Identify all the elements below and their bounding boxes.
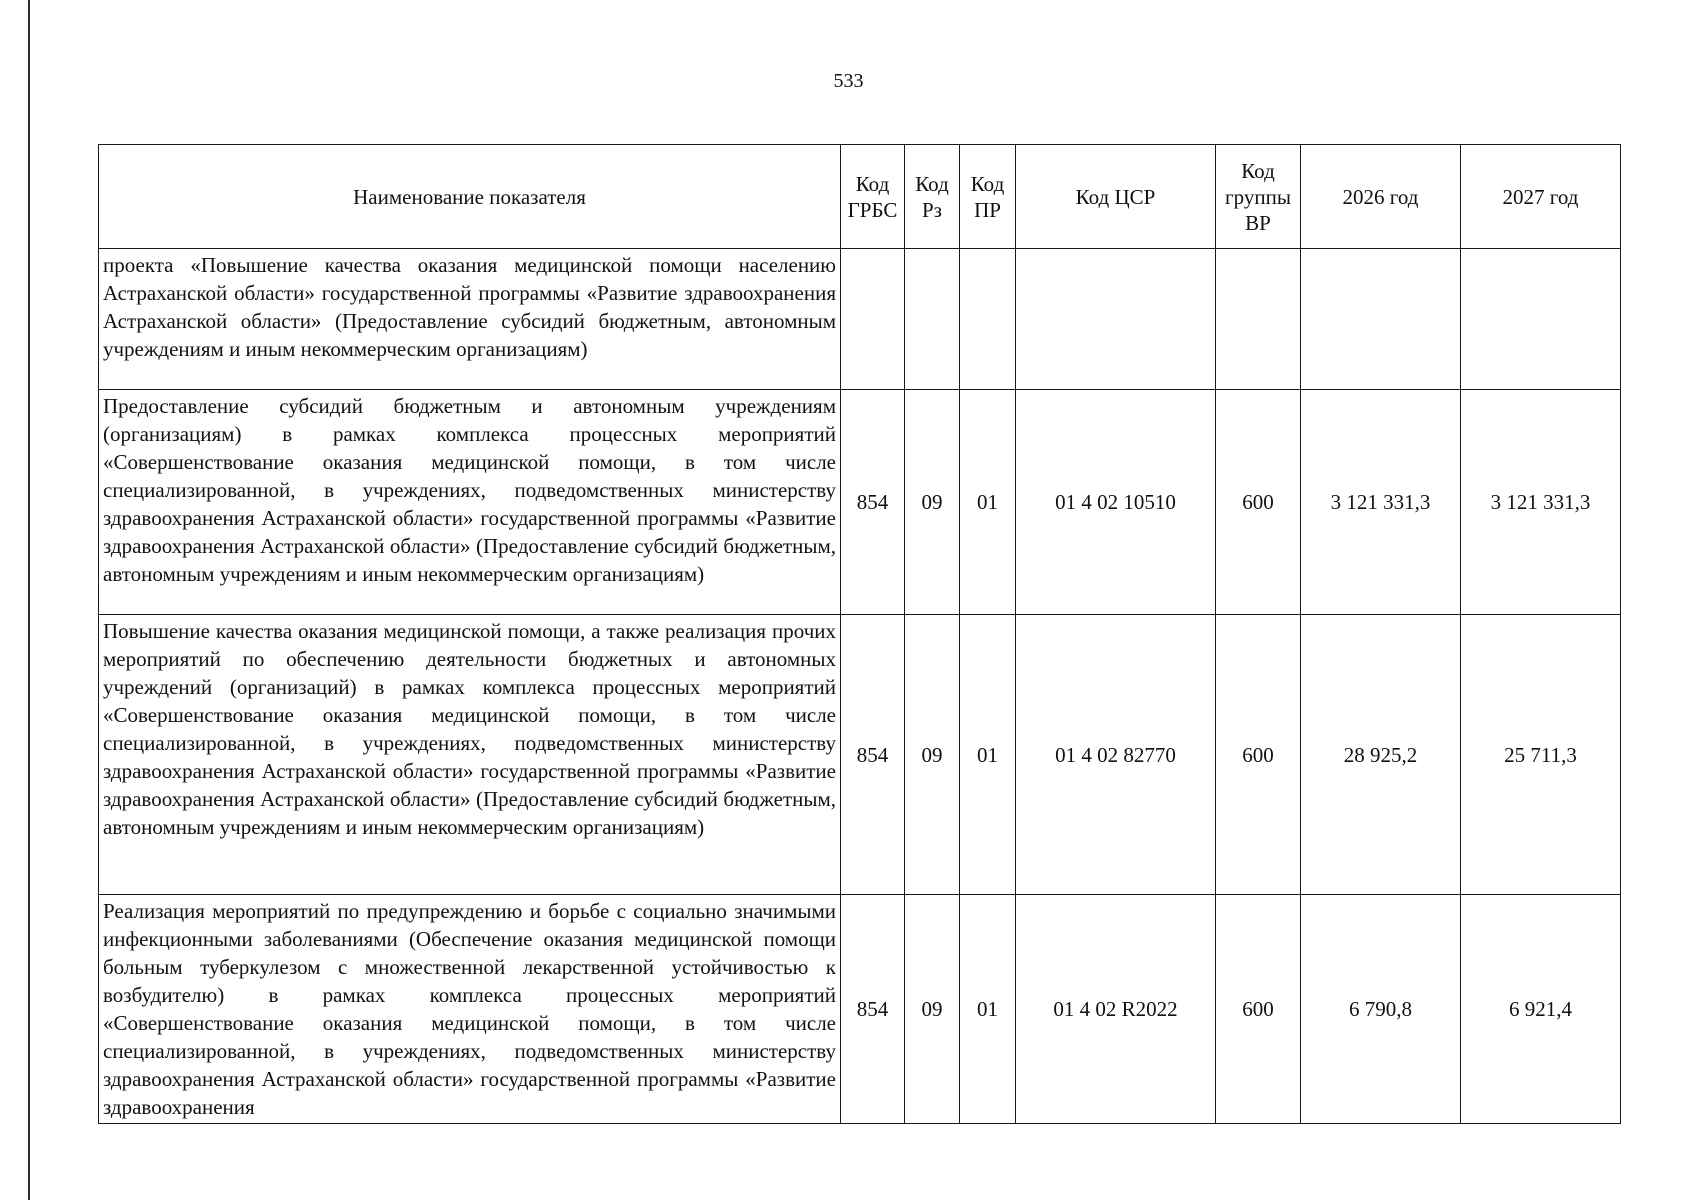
header-indicator-name: Наименование показателя bbox=[99, 145, 841, 249]
row-csr-code: 01 4 02 R2022 bbox=[1016, 895, 1216, 1124]
header-year-2027: 2027 год bbox=[1461, 145, 1621, 249]
budget-table bbox=[98, 144, 1621, 1124]
row-csr-code bbox=[1016, 249, 1216, 390]
row-amount-2027: 3 121 331,3 bbox=[1461, 390, 1621, 615]
header-year-2026: 2026 год bbox=[1301, 145, 1461, 249]
row-amount-2026 bbox=[1301, 249, 1461, 390]
row-rz-code bbox=[905, 249, 960, 390]
row-pr-code: 01 bbox=[960, 615, 1016, 895]
row-amount-2026: 3 121 331,3 bbox=[1301, 390, 1461, 615]
table-row bbox=[99, 249, 1621, 390]
row-rz-code: 09 bbox=[905, 390, 960, 615]
header-vr-group-code: Код группы ВР bbox=[1216, 145, 1301, 249]
row-grbs-code bbox=[841, 249, 905, 390]
row-amount-2026: 28 925,2 bbox=[1301, 615, 1461, 895]
row-amount-2026: 6 790,8 bbox=[1301, 895, 1461, 1124]
row-vr-group-code bbox=[1216, 249, 1301, 390]
row-amount-2027: 25 711,3 bbox=[1461, 615, 1621, 895]
row-grbs-code: 854 bbox=[841, 615, 905, 895]
table-row bbox=[99, 615, 1621, 895]
header-grbs-code: Код ГРБС bbox=[841, 145, 905, 249]
row-vr-group-code: 600 bbox=[1216, 895, 1301, 1124]
row-indicator-name: проекта «Повышение качества оказания медицинской помощи населению Астраханской области» государственной программы «Развитие здравоохранения Астраханской области» (Предоставление субсидий бюджетным, автономным учреждениям и иным некоммерческим организациям) bbox=[99, 249, 841, 390]
row-rz-code: 09 bbox=[905, 615, 960, 895]
row-grbs-code: 854 bbox=[841, 390, 905, 615]
row-rz-code: 09 bbox=[905, 895, 960, 1124]
page-number: 533 bbox=[833, 70, 864, 92]
table-row bbox=[99, 895, 1621, 1124]
header-rz-code: Код Рз bbox=[905, 145, 960, 249]
header-csr-code: Код ЦСР bbox=[1016, 145, 1216, 249]
row-vr-group-code: 600 bbox=[1216, 615, 1301, 895]
row-indicator-name: Повышение качества оказания медицинской помощи, а также реализация прочих мероприятий по обеспечению деятельности бюджетных и автономных учреждений (организаций) в рамках комплекса процессных мероприятий «Совершенствование оказания медицинской помощи, в том числе специализированной, в учреждениях, подведомственных министерству здравоохранения Астраханской области» государственной программы «Развитие здравоохранения Астраханской области» (Предоставление субсидий бюджетным, автономным учреждениям и иным некоммерческим организациям) bbox=[99, 615, 841, 895]
row-amount-2027 bbox=[1461, 249, 1621, 390]
table-row bbox=[99, 390, 1621, 615]
row-csr-code: 01 4 02 82770 bbox=[1016, 615, 1216, 895]
row-pr-code bbox=[960, 249, 1016, 390]
header-pr-code: Код ПР bbox=[960, 145, 1016, 249]
row-indicator-name: Реализация мероприятий по предупреждению и борьбе с социально значимыми инфекционными заболеваниями (Обеспечение оказания медицинской помощи больным туберкулезом с множественной лекарственной устойчивостью к возбудителю) в рамках комплекса процессных мероприятий «Совершенствование оказания медицинской помощи, в том числе специализированной, в учреждениях, подведомственных министерству здравоохранения Астраханской области» государственной программы «Развитие здравоохранения bbox=[99, 895, 841, 1124]
row-csr-code: 01 4 02 10510 bbox=[1016, 390, 1216, 615]
binding-edge-line bbox=[28, 0, 30, 1200]
table-header-row bbox=[99, 145, 1621, 249]
row-pr-code: 01 bbox=[960, 895, 1016, 1124]
row-amount-2027: 6 921,4 bbox=[1461, 895, 1621, 1124]
row-vr-group-code: 600 bbox=[1216, 390, 1301, 615]
row-pr-code: 01 bbox=[960, 390, 1016, 615]
row-grbs-code: 854 bbox=[841, 895, 905, 1124]
row-indicator-name: Предоставление субсидий бюджетным и автономным учреждениям (организациям) в рамках комплекса процессных мероприятий «Совершенствование оказания медицинской помощи, в том числе специализированной, в учреждениях, подведомственных министерству здравоохранения Астраханской области» государственной программы «Развитие здравоохранения Астраханской области» (Предоставление субсидий бюджетным, автономным учреждениям и иным некоммерческим организациям) bbox=[99, 390, 841, 615]
